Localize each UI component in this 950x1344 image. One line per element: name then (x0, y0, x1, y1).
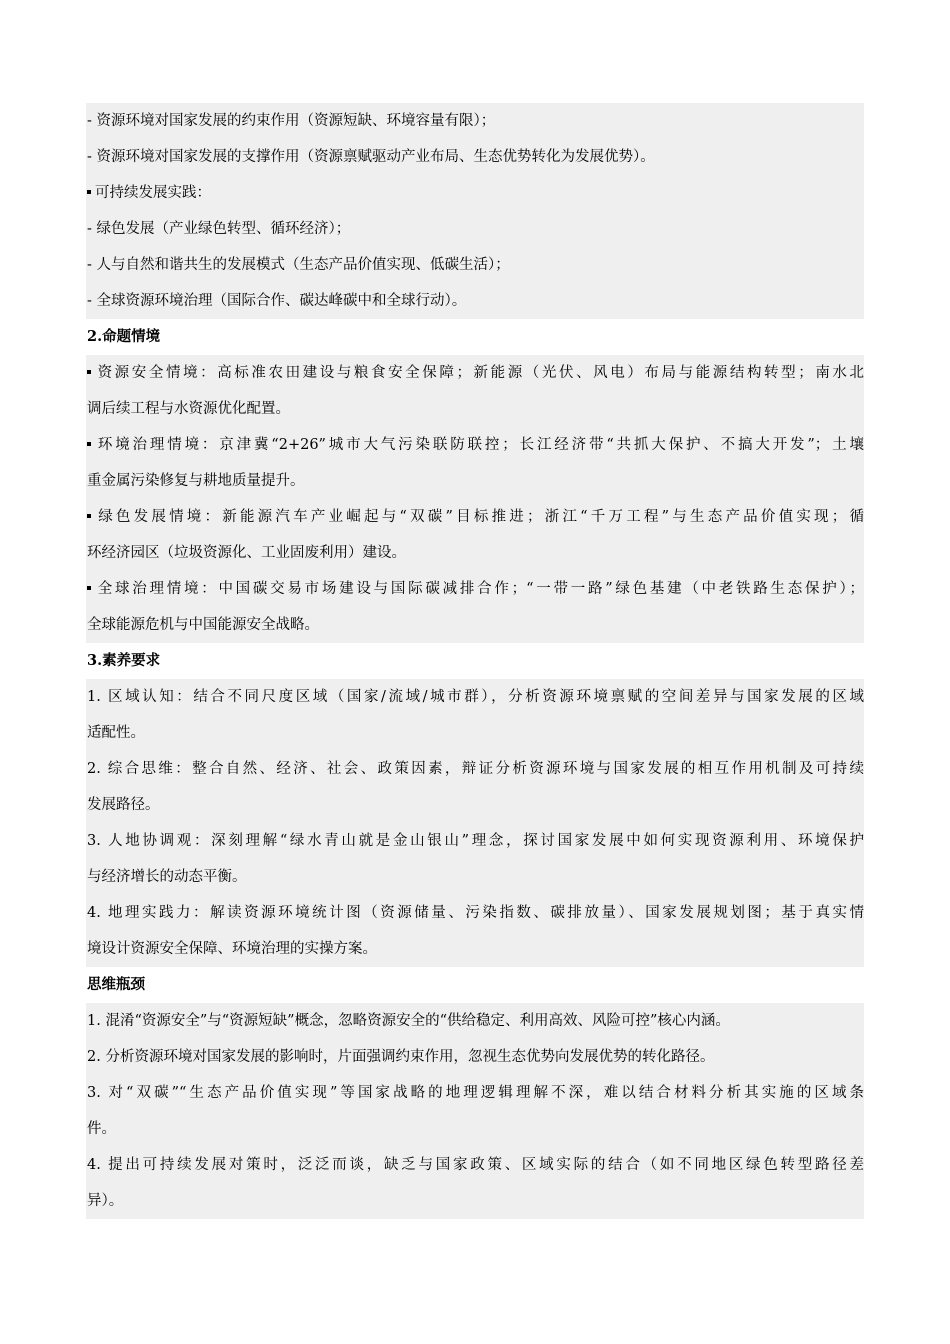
text-line-continued: 境设计资源安全保障、环境治理的实操方案。 (86, 931, 864, 967)
text-line-continued: 异）。 (86, 1183, 864, 1219)
text-line: - 资源环境对国家发展的支撑作用（资源禀赋驱动产业布局、生态优势转化为发展优势）。 (86, 139, 864, 175)
numbered-item: 1. 区域认知：结合不同尺度区域（国家/流域/城市群），分析资源环境禀赋的空间差异与国家发展的区域 (86, 679, 864, 715)
section-heading: 思维瓶颈 (87, 976, 145, 993)
text-line-continued: 环经济园区（垃圾资源化、工业固废利用）建设。 (86, 535, 864, 571)
text-line: - 绿色发展（产业绿色转型、循环经济）； (86, 211, 864, 247)
bullet-item: 可持续发展实践： (86, 175, 864, 211)
text-line: - 人与自然和谐共生的发展模式（生态产品价值实现、低碳生活）； (86, 247, 864, 283)
bullet-item: 绿色发展情境：新能源汽车产业崛起与“双碳”目标推进；浙江“千万工程”与生态产品价值实现；循 (86, 499, 864, 535)
text-line-continued: 发展路径。 (86, 787, 864, 823)
document-page (86, 103, 864, 1219)
text-line-continued: 全球能源危机与中国能源安全战略。 (86, 607, 864, 643)
section-heading: 2.命题情境 (87, 328, 161, 345)
text-line-continued: 调后续工程与水资源优化配置。 (86, 391, 864, 427)
text-line-continued: 重金属污染修复与耕地质量提升。 (86, 463, 864, 499)
numbered-item: 4. 提出可持续发展对策时，泛泛而谈，缺乏与国家政策、区域实际的结合（如不同地区绿色转型路径差 (86, 1147, 864, 1183)
numbered-item: 3. 人地协调观：深刻理解“绿水青山就是金山银山”理念，探讨国家发展中如何实现资源利用、环境保护 (86, 823, 864, 859)
bullet-item: 环境治理情境：京津冀“2+26”城市大气污染联防联控；长江经济带“共抓大保护、不搞大开发”；土壤 (86, 427, 864, 463)
text-line: - 全球资源环境治理（国际合作、碳达峰碳中和全球行动）。 (86, 283, 864, 319)
bullet-item: 资源安全情境：高标准农田建设与粮食安全保障；新能源（光伏、风电）布局与能源结构转型；南水北 (86, 355, 864, 391)
numbered-item: 4. 地理实践力：解读资源环境统计图（资源储量、污染指数、碳排放量）、国家发展规划图；基于真实情 (86, 895, 864, 931)
numbered-item: 1. 混淆“资源安全”与“资源短缺”概念，忽略资源安全的“供给稳定、利用高效、风险可控”核心内涵。 (86, 1003, 864, 1039)
text-line-continued: 适配性。 (86, 715, 864, 751)
text-line-continued: 件。 (86, 1111, 864, 1147)
numbered-item: 3. 对“双碳”“生态产品价值实现”等国家战略的地理逻辑理解不深，难以结合材料分析其实施的区域条 (86, 1075, 864, 1111)
text-line-continued: 与经济增长的动态平衡。 (86, 859, 864, 895)
bullet-item: 全球治理情境：中国碳交易市场建设与国际碳减排合作；“一带一路”绿色基建（中老铁路生态保护）； (86, 571, 864, 607)
numbered-item: 2. 分析资源环境对国家发展的影响时，片面强调约束作用，忽视生态优势向发展优势的转化路径。 (86, 1039, 864, 1075)
text-line: - 资源环境对国家发展的约束作用（资源短缺、环境容量有限）； (86, 103, 864, 139)
numbered-item: 2. 综合思维：整合自然、经济、社会、政策因素，辩证分析资源环境与国家发展的相互作用机制及可持续 (86, 751, 864, 787)
section-heading: 3.素养要求 (87, 652, 161, 669)
